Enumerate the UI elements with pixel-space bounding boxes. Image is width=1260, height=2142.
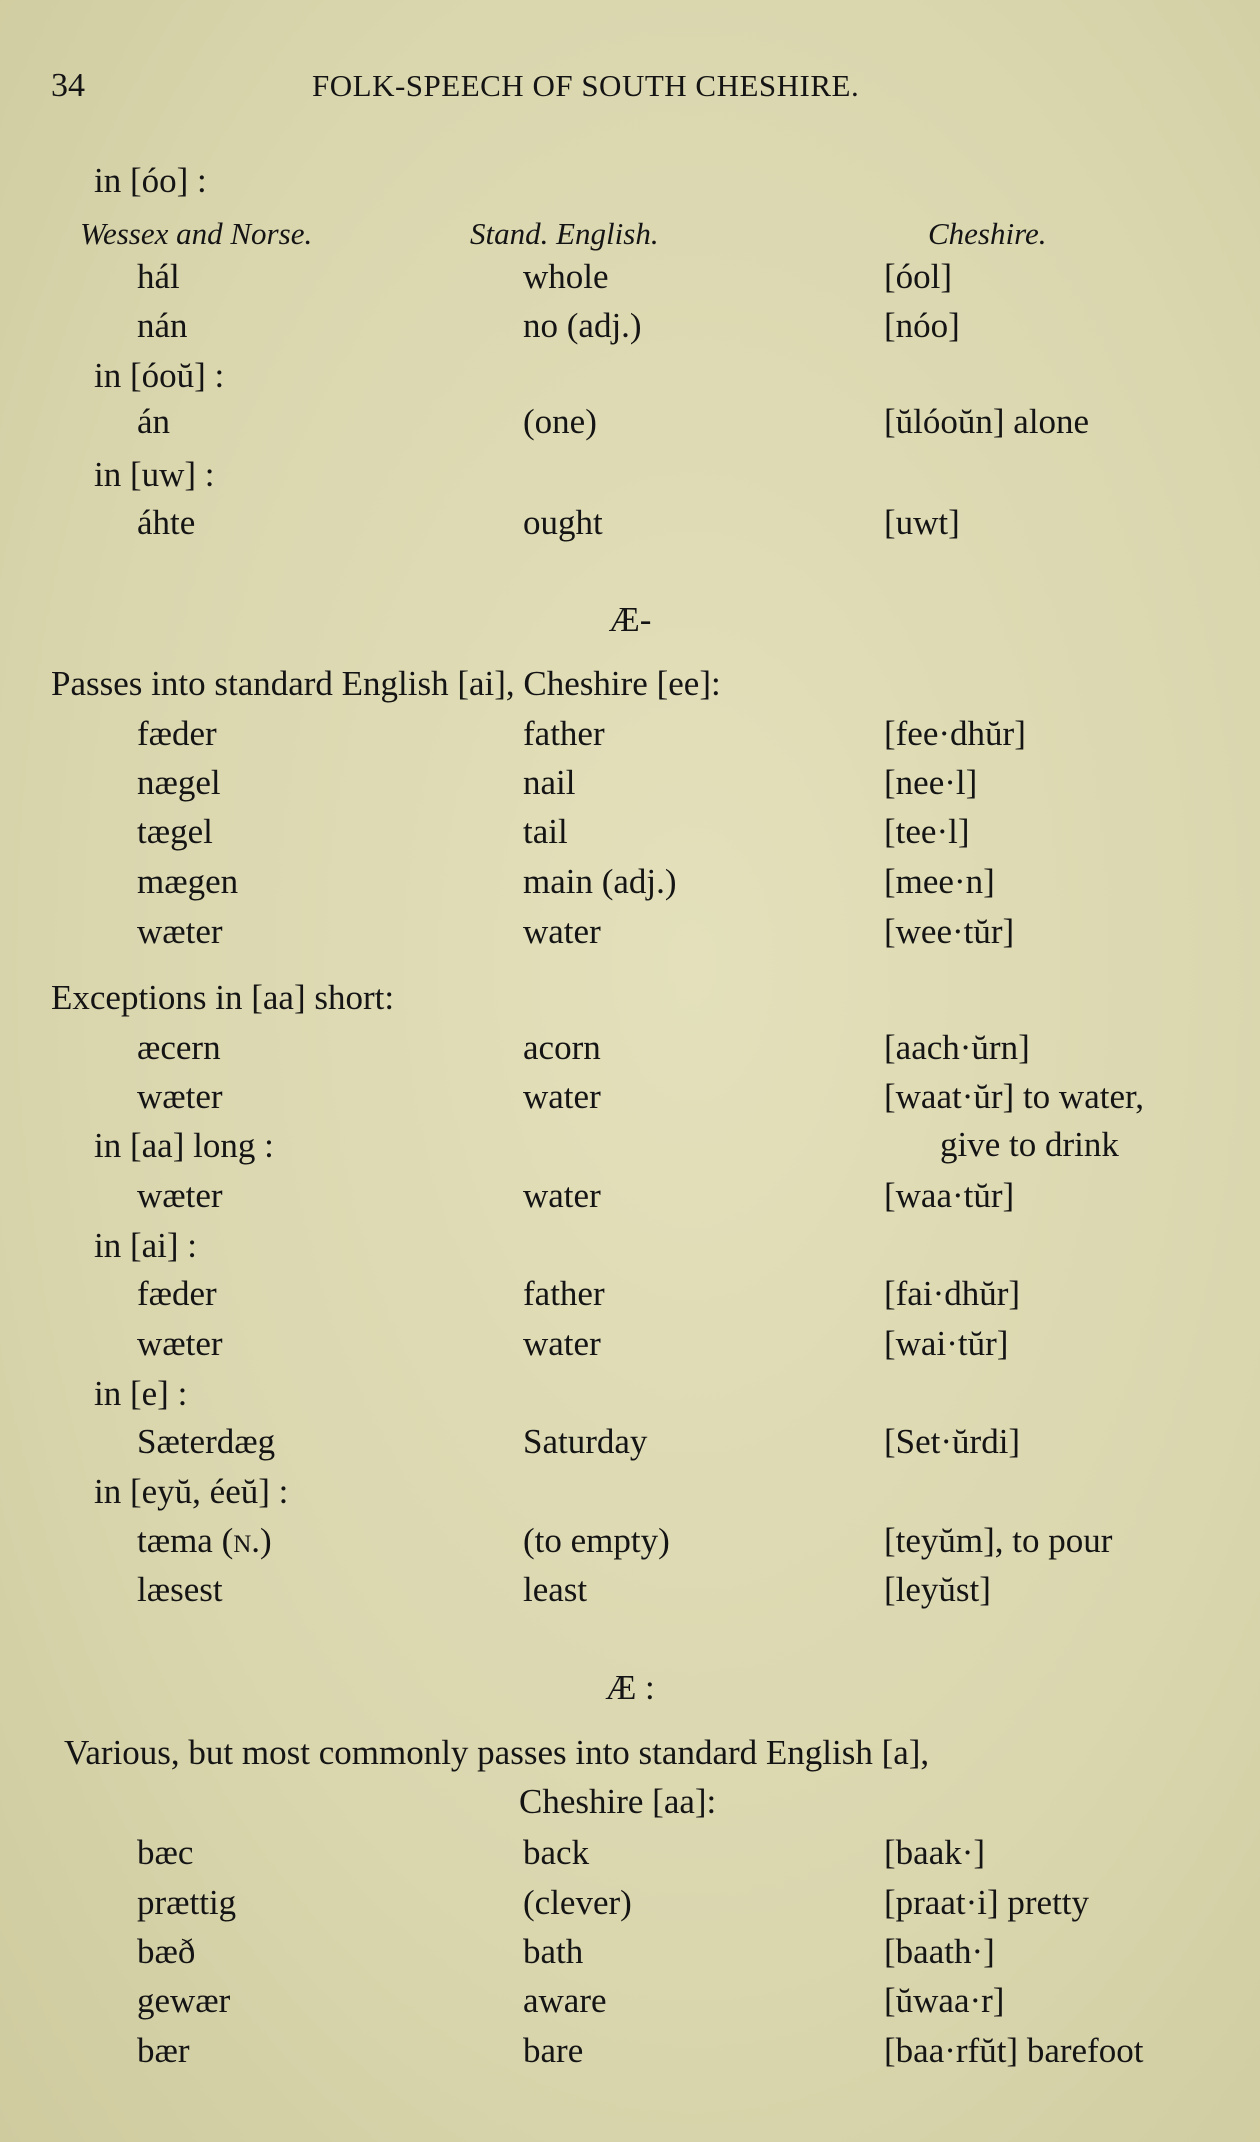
table-row [0,1515,1260,1567]
label-e: in [e] : [94,1374,188,1413]
word-english: (one) [523,402,597,441]
table-row [0,396,1260,448]
word-cheshire: [ŭwaa·r] [884,1981,1005,2020]
word-oe: bæc [137,1833,194,1872]
word-oe: fæder [137,714,217,753]
table-row [0,1170,1260,1222]
word-cheshire: [fai·dhŭr] [884,1274,1021,1313]
word-english: (to empty) [523,1521,670,1560]
section-heading-ae-short-line [0,594,1260,646]
label-e-line [0,1368,1260,1420]
word-english: back [523,1833,590,1872]
label-eyu: in [eyŭ, éeŭ] : [94,1472,289,1511]
word-english: no (adj.) [523,306,642,345]
word-cheshire: [baa·rfŭt] barefoot [884,2031,1144,2070]
table-row [0,251,1260,303]
label-oou-line [0,350,1260,402]
word-english: water [523,1324,601,1363]
word-english: father [523,1274,605,1313]
word-oe: nán [137,306,188,345]
word-oe: wæter [137,1324,223,1363]
table-row [0,806,1260,858]
section-intro: Passes into standard English [ai], Cheshire [ee]: [51,664,721,703]
column-header-english: Stand. English. [470,216,659,251]
section-heading-ae-long: Æ : [605,1668,655,1707]
label-ai-line [0,1220,1260,1272]
word-cheshire: [leyŭst] [884,1570,991,1609]
word-cheshire: [aach·ŭrn] [884,1028,1030,1067]
table-row [0,1071,1260,1123]
column-header-wessex: Wessex and Norse. [80,216,313,251]
word-oe: prættig [137,1883,237,1922]
word-oe: áhte [137,503,196,542]
table-row [0,1318,1260,1370]
table-row [0,856,1260,908]
page-number: 34 [51,67,85,104]
label-aa-long: in [aa] long : [94,1126,274,1165]
word-english: water [523,1176,601,1215]
table-row [0,1564,1260,1616]
word-oe: wæter [137,1176,223,1215]
table-row [0,1877,1260,1929]
word-oe: bæð [137,1932,196,1971]
word-oe: æcern [137,1028,221,1067]
word-oe: læsest [137,1570,223,1609]
word-cheshire: [tee·l] [884,812,970,851]
word-cheshire: [mee·n] [884,862,995,901]
word-cheshire: [fee·dhŭr] [884,714,1026,753]
word-english: bath [523,1932,584,1971]
label-uw-line [0,449,1260,501]
part-of-speech: (n.) [221,1521,272,1560]
label-oo: in [óo] : [94,161,207,200]
word-oe: fæder [137,1274,217,1313]
table-row [0,1416,1260,1468]
word-oe: wæter [137,912,223,951]
label-uw: in [uw] : [94,455,215,494]
word-english: (clever) [523,1883,632,1922]
label-eyu-line [0,1466,1260,1518]
continuation-text: give to drink [940,1125,1119,1164]
word-english: Saturday [523,1422,648,1461]
table-row [0,2025,1260,2077]
section-heading-ae-short: Æ- [608,600,652,639]
word-oe-text: tæma [137,1521,213,1560]
word-english: nail [523,763,576,802]
word-english: tail [523,812,568,851]
table-row [0,1268,1260,1320]
table-row [0,497,1260,549]
table-row [0,1926,1260,1978]
word-cheshire: [waa·tŭr] [884,1176,1015,1215]
word-oe [137,1515,272,1567]
word-oe: nægel [137,763,221,802]
table-row [0,708,1260,760]
word-english: bare [523,2031,584,2070]
section-intro-line1: Various, but most commonly passes into standard English [a], [64,1733,930,1772]
word-english: ought [523,503,603,542]
table-row [0,1827,1260,1879]
word-cheshire: [baath·] [884,1932,995,1971]
word-english: aware [523,1981,607,2020]
table-row [0,1022,1260,1074]
word-cheshire: [ŭlóoŭn] alone [884,402,1090,441]
word-cheshire: [waat·ŭr] to water, [884,1077,1144,1116]
exceptions-label: Exceptions in [aa] short: [51,978,395,1017]
section-heading-ae-long-line [0,1662,1260,1714]
section-intro-line2: Cheshire [aa]: [519,1782,717,1821]
word-english: water [523,912,601,951]
word-english: acorn [523,1028,601,1067]
table-row [0,906,1260,958]
label-aa-long-line [0,1120,1260,1172]
section-intro-line [0,1727,1260,1779]
word-english: main (adj.) [523,862,677,901]
label-oou: in [óoŭ] : [94,356,225,395]
word-cheshire: [uwt] [884,503,960,542]
word-oe: tægel [137,812,213,851]
word-cheshire: [praat·i] pretty [884,1883,1090,1922]
word-english: whole [523,257,609,296]
word-cheshire: [baak·] [884,1833,986,1872]
word-oe: wæter [137,1077,223,1116]
word-oe: mægen [137,862,239,901]
word-oe: gewær [137,1981,231,2020]
section-intro-line [0,658,1260,710]
word-cheshire: [teyŭm], to pour [884,1521,1113,1560]
word-oe: Sæterdæg [137,1422,276,1461]
label-oo-line [0,155,1260,207]
word-cheshire: [wai·tŭr] [884,1324,1009,1363]
section-intro-line [0,1776,1260,1828]
word-oe: bær [137,2031,190,2070]
table-row [0,1975,1260,2027]
word-cheshire: [nóo] [884,306,960,345]
table-row [0,757,1260,809]
word-cheshire: [wee·tŭr] [884,912,1015,951]
running-title: FOLK-SPEECH OF SOUTH CHESHIRE. [312,68,860,103]
column-header-cheshire: Cheshire. [928,216,1047,251]
word-cheshire: [óol] [884,257,953,296]
word-english: father [523,714,605,753]
word-oe: án [137,402,171,441]
word-cheshire: [Set·ŭrdi] [884,1422,1021,1461]
table-row [0,300,1260,352]
word-english: water [523,1077,601,1116]
label-ai: in [ai] : [94,1226,198,1265]
exceptions-label-line [0,972,1260,1024]
word-english: least [523,1570,588,1609]
word-cheshire: [nee·l] [884,763,978,802]
running-header [0,60,1260,112]
word-oe: hál [137,257,180,296]
